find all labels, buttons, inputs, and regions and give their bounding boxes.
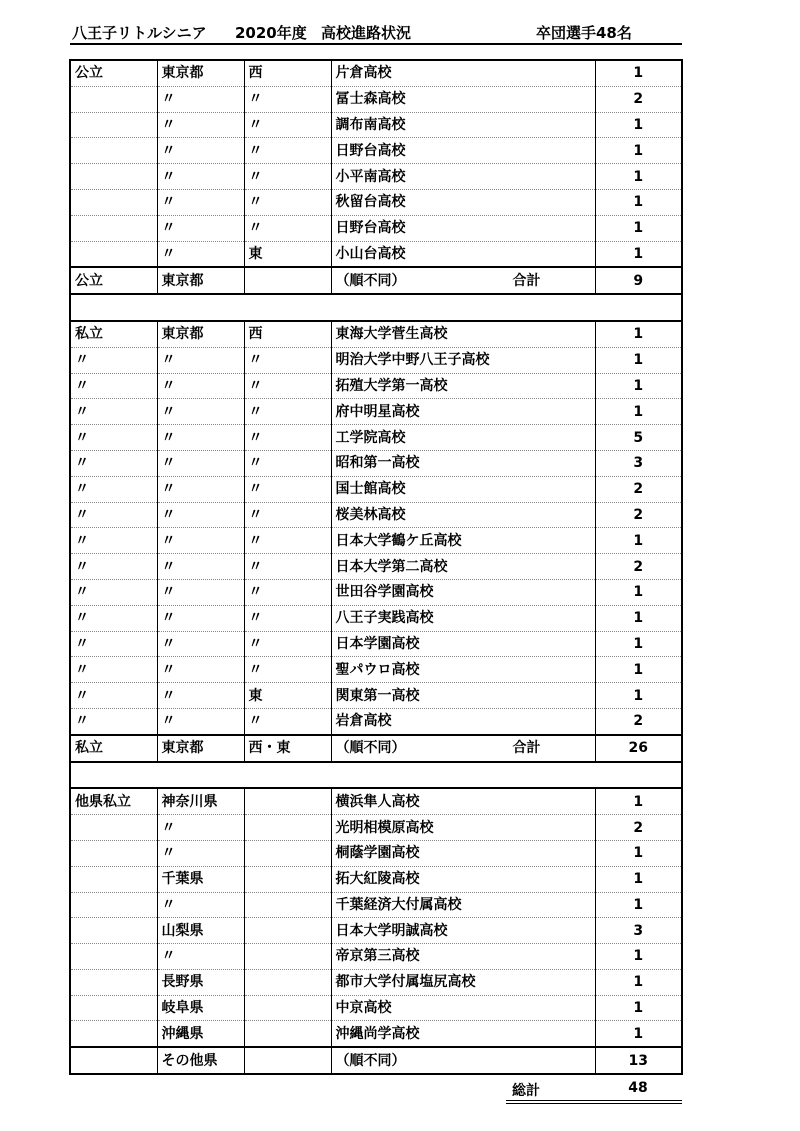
area-cell (244, 788, 331, 814)
prefecture-cell: 長野県 (157, 969, 244, 995)
category-cell (70, 189, 157, 215)
prefecture-cell: 〃 (157, 554, 244, 580)
grand-total-value: 48 (628, 1080, 648, 1096)
table-row (70, 321, 682, 347)
table-row (70, 373, 682, 399)
count-cell: 1 (595, 995, 682, 1021)
count-cell: 2 (595, 502, 682, 528)
prefecture-cell: 〃 (157, 399, 244, 425)
school-name-cell: 工学院高校 (331, 425, 595, 451)
table-row (70, 502, 682, 528)
table-row (70, 605, 682, 631)
category-cell (70, 215, 157, 241)
count-cell: 1 (595, 683, 682, 709)
count-cell: 1 (595, 840, 682, 866)
table-row (70, 815, 682, 841)
count-cell: 2 (595, 554, 682, 580)
grand-total-rule (506, 1100, 682, 1101)
count-cell: 1 (595, 657, 682, 683)
subtotal-c2: その他県 (157, 1047, 244, 1074)
category-cell: 公立 (70, 60, 157, 86)
count-cell: 2 (595, 86, 682, 112)
school-name-cell: 都市大学付属塩尻高校 (331, 969, 595, 995)
count-cell: 1 (595, 1021, 682, 1047)
category-cell: 〃 (70, 399, 157, 425)
prefecture-cell: 東京都 (157, 321, 244, 347)
prefecture-cell: 〃 (157, 528, 244, 554)
category-cell (70, 892, 157, 918)
order-note: （順不同） (335, 1052, 406, 1069)
category-cell: 〃 (70, 683, 157, 709)
school-name-cell: 東海大学菅生高校 (331, 321, 595, 347)
subtotal-note-cell (331, 267, 595, 294)
area-cell: 〃 (244, 112, 331, 138)
school-name-cell: 関東第一高校 (331, 683, 595, 709)
table-row (70, 1021, 682, 1047)
table-row (70, 189, 682, 215)
team-name: 八王子リトルシニア (72, 24, 207, 42)
area-cell: 〃 (244, 579, 331, 605)
area-cell: 〃 (244, 631, 331, 657)
count-cell: 1 (595, 528, 682, 554)
section-spacer (70, 762, 682, 789)
subtotal-row (70, 735, 682, 762)
area-cell: 〃 (244, 708, 331, 734)
table-row (70, 579, 682, 605)
area-cell: 西 (244, 60, 331, 86)
subtotal-value: 9 (595, 267, 682, 294)
spacer-cell (70, 762, 682, 789)
category-cell (70, 918, 157, 944)
area-cell (244, 918, 331, 944)
school-name-cell: 冨士森高校 (331, 86, 595, 112)
spacer-cell (70, 294, 682, 321)
subtotal-c3 (244, 1047, 331, 1074)
table-row (70, 399, 682, 425)
school-name-cell: 岩倉高校 (331, 708, 595, 734)
page-header (70, 20, 682, 42)
graduate-count: 卒団選手48名 (536, 24, 632, 42)
table-row (70, 657, 682, 683)
school-name-cell: 千葉経済大付属高校 (331, 892, 595, 918)
school-name-cell: 国士館高校 (331, 476, 595, 502)
category-cell (70, 840, 157, 866)
school-name-cell: 日本大学第二高校 (331, 554, 595, 580)
table-row (70, 631, 682, 657)
category-cell (70, 86, 157, 112)
count-cell: 3 (595, 450, 682, 476)
school-name-cell: 日野台高校 (331, 138, 595, 164)
count-cell: 1 (595, 189, 682, 215)
school-name-cell: 桐蔭学園高校 (331, 840, 595, 866)
prefecture-cell: 〃 (157, 347, 244, 373)
school-name-cell: 日本学園高校 (331, 631, 595, 657)
subtotal-note-cell (331, 735, 595, 762)
count-cell: 1 (595, 892, 682, 918)
category-cell (70, 164, 157, 190)
school-name-cell: 小平南高校 (331, 164, 595, 190)
prefecture-cell: 〃 (157, 605, 244, 631)
category-cell (70, 112, 157, 138)
area-cell (244, 815, 331, 841)
prefecture-cell: 〃 (157, 241, 244, 267)
school-name-cell: 中京高校 (331, 995, 595, 1021)
subtotal-label: 合計 (512, 740, 541, 757)
table-row (70, 840, 682, 866)
category-cell: 〃 (70, 631, 157, 657)
count-cell: 1 (595, 60, 682, 86)
area-cell (244, 944, 331, 970)
table-row (70, 425, 682, 451)
table-row (70, 112, 682, 138)
category-cell (70, 995, 157, 1021)
subtotal-row (70, 267, 682, 294)
category-cell (70, 944, 157, 970)
area-cell (244, 866, 331, 892)
table-row (70, 683, 682, 709)
year-label: 2020年度 (235, 24, 307, 42)
subtotal-c2: 東京都 (157, 267, 244, 294)
table-row (70, 241, 682, 267)
prefecture-cell: 〃 (157, 683, 244, 709)
table-row (70, 528, 682, 554)
prefecture-cell: 〃 (157, 112, 244, 138)
count-cell: 1 (595, 969, 682, 995)
area-cell: 〃 (244, 554, 331, 580)
school-table-body (70, 60, 682, 1074)
subtotal-c3: 西・東 (244, 735, 331, 762)
header-rule (70, 43, 682, 45)
category-cell: 〃 (70, 528, 157, 554)
table-row (70, 347, 682, 373)
school-name-cell: 調布南高校 (331, 112, 595, 138)
table-row (70, 86, 682, 112)
table-row (70, 215, 682, 241)
subtotal-c1: 公立 (70, 267, 157, 294)
subtotal-value: 13 (595, 1047, 682, 1074)
school-table (69, 59, 683, 1075)
school-name-cell: 八王子実践高校 (331, 605, 595, 631)
prefecture-cell: 〃 (157, 840, 244, 866)
area-cell: 〃 (244, 164, 331, 190)
table-row (70, 944, 682, 970)
area-cell: 〃 (244, 138, 331, 164)
category-cell: 〃 (70, 373, 157, 399)
area-cell: 〃 (244, 347, 331, 373)
subtotal-note-cell (331, 1047, 595, 1074)
category-cell: 〃 (70, 425, 157, 451)
school-name-cell: 小山台高校 (331, 241, 595, 267)
grand-total-label: 総計 (512, 1083, 540, 1099)
count-cell: 2 (595, 476, 682, 502)
category-cell: 〃 (70, 708, 157, 734)
grand-total-rule (506, 1103, 682, 1104)
subtotal-row (70, 1047, 682, 1074)
prefecture-cell: 〃 (157, 189, 244, 215)
count-cell: 1 (595, 631, 682, 657)
count-cell: 5 (595, 425, 682, 451)
count-cell: 2 (595, 815, 682, 841)
prefecture-cell: 〃 (157, 944, 244, 970)
count-cell: 3 (595, 918, 682, 944)
category-cell: 〃 (70, 554, 157, 580)
table-row (70, 892, 682, 918)
prefecture-cell: 〃 (157, 815, 244, 841)
table-row (70, 164, 682, 190)
school-name-cell: 片倉高校 (331, 60, 595, 86)
table-row (70, 60, 682, 86)
school-name-cell: 日本大学明誠高校 (331, 918, 595, 944)
school-name-cell: 明治大学中野八王子高校 (331, 347, 595, 373)
table-row (70, 918, 682, 944)
category-cell (70, 969, 157, 995)
school-name-cell: 拓殖大学第一高校 (331, 373, 595, 399)
category-cell (70, 241, 157, 267)
category-cell (70, 1021, 157, 1047)
school-name-cell: 光明相模原高校 (331, 815, 595, 841)
prefecture-cell: 〃 (157, 450, 244, 476)
count-cell: 1 (595, 215, 682, 241)
school-name-cell: 世田谷学園高校 (331, 579, 595, 605)
category-cell: 〃 (70, 605, 157, 631)
area-cell: 西 (244, 321, 331, 347)
category-cell (70, 138, 157, 164)
count-cell: 1 (595, 605, 682, 631)
prefecture-cell: 〃 (157, 708, 244, 734)
school-name-cell: 日本大学鶴ケ丘高校 (331, 528, 595, 554)
area-cell: 〃 (244, 373, 331, 399)
area-cell: 東 (244, 683, 331, 709)
school-name-cell: 拓大紅陵高校 (331, 866, 595, 892)
count-cell: 1 (595, 373, 682, 399)
category-cell: 〃 (70, 502, 157, 528)
school-name-cell: 沖縄尚学高校 (331, 1021, 595, 1047)
school-name-cell: 聖パウロ高校 (331, 657, 595, 683)
area-cell: 〃 (244, 657, 331, 683)
count-cell: 1 (595, 321, 682, 347)
order-note: （順不同） (335, 272, 406, 289)
area-cell (244, 892, 331, 918)
subtotal-c3 (244, 267, 331, 294)
subtotal-c1 (70, 1047, 157, 1074)
table-row (70, 450, 682, 476)
school-name-cell: 府中明星高校 (331, 399, 595, 425)
prefecture-cell: 千葉県 (157, 866, 244, 892)
area-cell (244, 1021, 331, 1047)
count-cell: 1 (595, 112, 682, 138)
category-cell: 私立 (70, 321, 157, 347)
area-cell: 〃 (244, 399, 331, 425)
count-cell: 1 (595, 866, 682, 892)
area-cell: 〃 (244, 450, 331, 476)
prefecture-cell: 〃 (157, 502, 244, 528)
table-row (70, 866, 682, 892)
school-name-cell: 日野台高校 (331, 215, 595, 241)
count-cell: 1 (595, 138, 682, 164)
subtotal-c1: 私立 (70, 735, 157, 762)
area-cell (244, 840, 331, 866)
prefecture-cell: 〃 (157, 631, 244, 657)
table-row (70, 995, 682, 1021)
prefecture-cell: 東京都 (157, 60, 244, 86)
table-row (70, 708, 682, 734)
category-cell: 〃 (70, 450, 157, 476)
report-title: 高校進路状況 (321, 24, 412, 42)
category-cell (70, 866, 157, 892)
school-name-cell: 昭和第一高校 (331, 450, 595, 476)
prefecture-cell: 〃 (157, 373, 244, 399)
area-cell: 〃 (244, 476, 331, 502)
area-cell: 〃 (244, 189, 331, 215)
area-cell (244, 995, 331, 1021)
prefecture-cell: 〃 (157, 892, 244, 918)
prefecture-cell: 〃 (157, 215, 244, 241)
count-cell: 1 (595, 241, 682, 267)
category-cell: 〃 (70, 657, 157, 683)
count-cell: 2 (595, 708, 682, 734)
prefecture-cell: 〃 (157, 425, 244, 451)
area-cell: 〃 (244, 425, 331, 451)
table-row (70, 476, 682, 502)
prefecture-cell: 〃 (157, 476, 244, 502)
area-cell: 〃 (244, 215, 331, 241)
school-name-cell: 帝京第三高校 (331, 944, 595, 970)
count-cell: 1 (595, 788, 682, 814)
school-name-cell: 秋留台高校 (331, 189, 595, 215)
area-cell (244, 969, 331, 995)
category-cell: 〃 (70, 347, 157, 373)
table-row (70, 138, 682, 164)
prefecture-cell: 神奈川県 (157, 788, 244, 814)
area-cell: 〃 (244, 86, 331, 112)
subtotal-label: 合計 (512, 272, 541, 289)
category-cell: 他県私立 (70, 788, 157, 814)
prefecture-cell: 〃 (157, 579, 244, 605)
area-cell: 〃 (244, 528, 331, 554)
prefecture-cell: 山梨県 (157, 918, 244, 944)
area-cell: 〃 (244, 605, 331, 631)
prefecture-cell: 〃 (157, 86, 244, 112)
category-cell: 〃 (70, 476, 157, 502)
prefecture-cell: 〃 (157, 138, 244, 164)
section-spacer (70, 294, 682, 321)
table-row (70, 554, 682, 580)
subtotal-c2: 東京都 (157, 735, 244, 762)
count-cell: 1 (595, 164, 682, 190)
prefecture-cell: 沖縄県 (157, 1021, 244, 1047)
count-cell: 1 (595, 579, 682, 605)
table-row (70, 969, 682, 995)
prefecture-cell: 〃 (157, 657, 244, 683)
count-cell: 1 (595, 399, 682, 425)
grand-total (506, 1076, 682, 1098)
area-cell: 東 (244, 241, 331, 267)
category-cell (70, 815, 157, 841)
prefecture-cell: 〃 (157, 164, 244, 190)
count-cell: 1 (595, 944, 682, 970)
school-name-cell: 横浜隼人高校 (331, 788, 595, 814)
order-note: （順不同） (335, 740, 406, 757)
school-name-cell: 桜美林高校 (331, 502, 595, 528)
category-cell: 〃 (70, 579, 157, 605)
table-row (70, 788, 682, 814)
count-cell: 1 (595, 347, 682, 373)
area-cell: 〃 (244, 502, 331, 528)
prefecture-cell: 岐阜県 (157, 995, 244, 1021)
subtotal-value: 26 (595, 735, 682, 762)
